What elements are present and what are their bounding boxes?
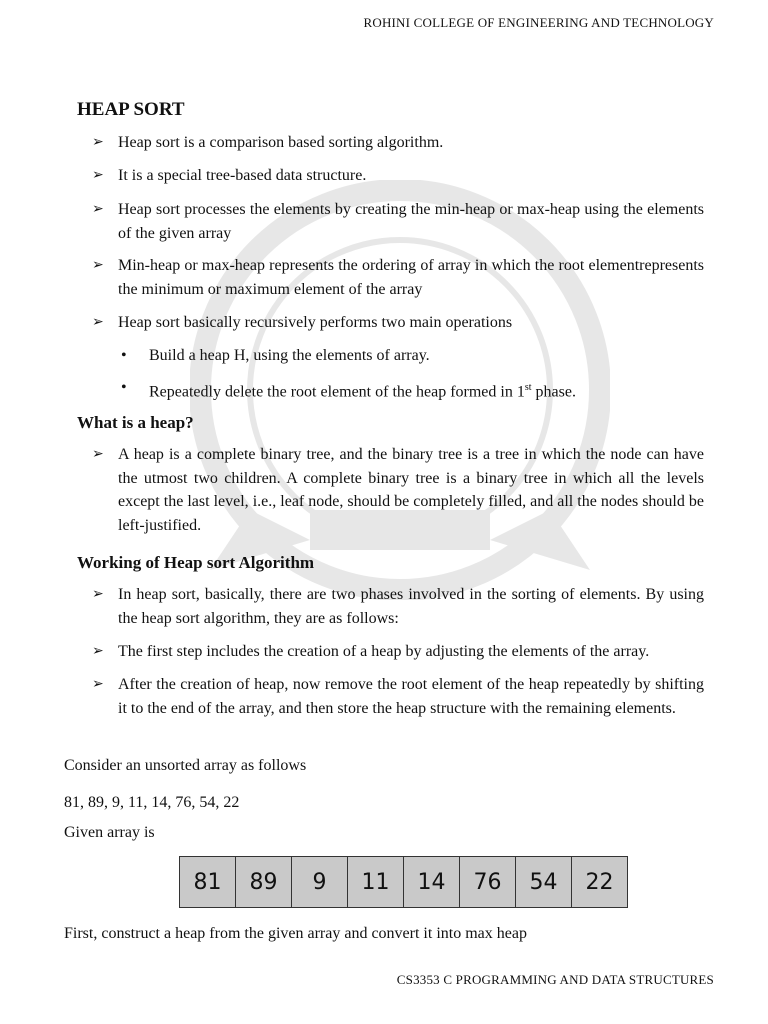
page-title: HEAP SORT [77, 99, 185, 120]
list-item: ➢ A heap is a complete binary tree, and the binary tree is a tree in which the node can have the utmost two children. A complete binary tree is a binary tree in which all the levels except the last level, i.e., leaf node, should be completely filled, and all the nodes should be left-justified. [118, 443, 704, 537]
page-footer: CS3353 C PROGRAMMING AND DATA STRUCTURES [396, 972, 714, 987]
array-cell: 76 [460, 857, 516, 908]
list-item: ➢ In heap sort, basically, there are two phases involved in the sorting of elements. By using the heap sort algorithm, they are as follows: [118, 583, 704, 630]
array-cell: 11 [348, 857, 404, 908]
arrow-bullet-icon: ➢ [92, 168, 104, 183]
array-cell: 81 [180, 857, 236, 908]
list-item: ➢ Heap sort basically recursively performs two main operations [118, 311, 704, 335]
final-text: First, construct a heap from the given array and convert it into max heap [64, 925, 527, 942]
list-item: ➢ Heap sort processes the elements by creating the min-heap or max-heap using the elements of the given array [118, 198, 704, 245]
array-values-text: 81, 89, 9, 11, 14, 76, 54, 22 [64, 794, 240, 811]
consider-text: Consider an unsorted array as follows [64, 757, 307, 774]
page-header: ROHINI COLLEGE OF ENGINEERING AND TECHNOLOGY [363, 15, 714, 30]
list-item: ➢ The first step includes the creation of a heap by adjusting the elements of the array. [118, 640, 708, 664]
arrow-bullet-icon: ➢ [92, 135, 104, 150]
array-row [180, 857, 628, 908]
list-item: • Repeatedly delete the root element of the heap formed in 1st phase. [149, 376, 709, 404]
arrow-bullet-icon: ➢ [92, 587, 104, 602]
array-cell: 89 [236, 857, 292, 908]
array-cell: 14 [404, 857, 460, 908]
section-heading-heap: What is a heap? [77, 413, 194, 432]
arrow-bullet-icon: ➢ [92, 677, 104, 692]
list-item: ➢ Min-heap or max-heap represents the ordering of array in which the root elementrepresents the minimum or maximum element of the array [118, 254, 704, 301]
arrow-bullet-icon: ➢ [92, 202, 104, 217]
dot-bullet-icon: • [121, 379, 127, 396]
dot-bullet-icon: • [121, 347, 127, 364]
array-cell: 22 [572, 857, 628, 908]
section-heading-working: Working of Heap sort Algorithm [77, 553, 315, 572]
given-array-label: Given array is [64, 824, 155, 841]
array-diagram [179, 856, 628, 908]
list-item: ➢ Heap sort is a comparison based sorting algorithm. [118, 131, 704, 155]
arrow-bullet-icon: ➢ [92, 315, 104, 330]
arrow-bullet-icon: ➢ [92, 644, 104, 659]
list-item: ➢ It is a special tree-based data structure. [118, 164, 704, 188]
arrow-bullet-icon: ➢ [92, 447, 104, 462]
list-item: ➢ After the creation of heap, now remove the root element of the heap repeatedly by shifting it to the end of the array, and then store the heap structure with the remaining elements. [118, 673, 704, 720]
array-cell: 9 [292, 857, 348, 908]
arrow-bullet-icon: ➢ [92, 258, 104, 273]
array-cell: 54 [516, 857, 572, 908]
list-item: • Build a heap H, using the elements of array. [149, 344, 709, 368]
